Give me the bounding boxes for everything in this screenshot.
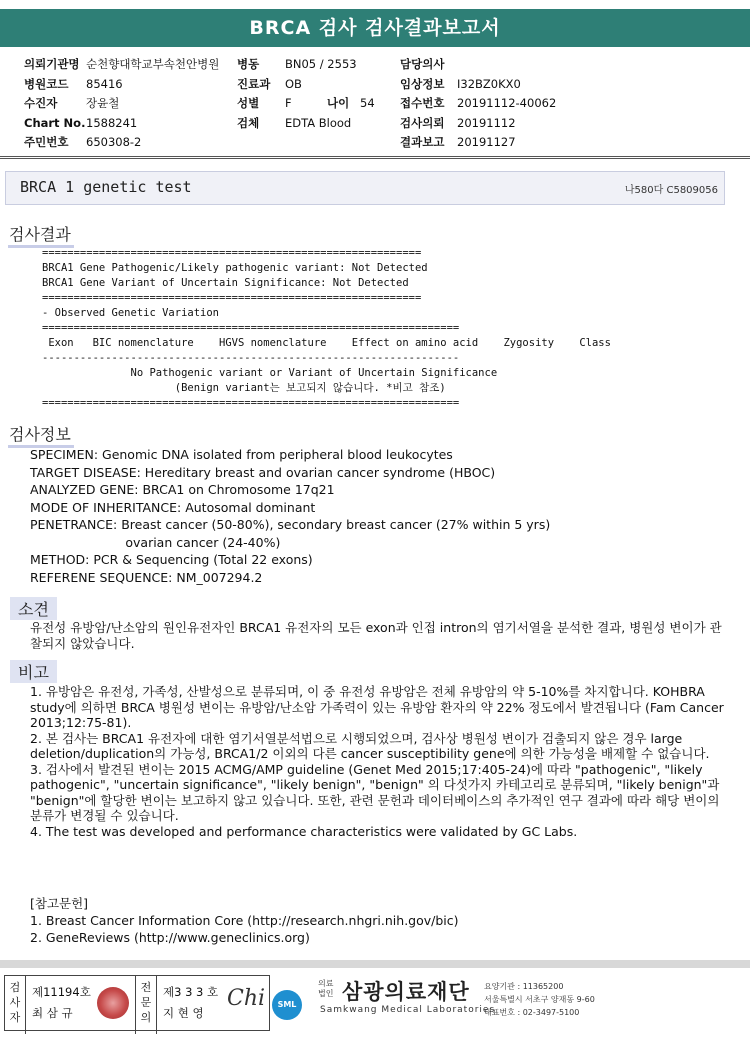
header-right	[400, 55, 556, 153]
label-department: 진료과	[237, 76, 271, 91]
header-left	[24, 55, 219, 153]
org-info	[484, 980, 595, 1019]
test-name-box	[5, 171, 725, 205]
value-hospital: 순천향대학교부속천안병원	[86, 57, 220, 71]
label-accession-no: 접수번호	[400, 96, 445, 110]
org-info-address: 서울특별시 서초구 양재동 9-60	[484, 995, 595, 1004]
test-info-list	[30, 446, 550, 586]
label-clinical-info: 임상정보	[400, 76, 445, 91]
info-target-disease: TARGET DISEASE: Hereditary breast and ovarian cancer syndrome (HBOC)	[30, 464, 496, 480]
header-mid	[237, 55, 375, 133]
inspector-license: 제11194호	[32, 985, 91, 999]
inspector-name: 최 삼 규	[32, 1006, 73, 1020]
label-doctor: 담당의사	[400, 57, 445, 71]
section-findings-heading: 소견	[10, 597, 57, 620]
label-ward: 병동	[237, 57, 260, 71]
references	[30, 895, 459, 946]
signature-box	[4, 975, 270, 1031]
org-info-code: 요양기관 : 11365200	[484, 982, 564, 991]
specialist-name: 지 현 영	[163, 1006, 204, 1020]
report-title: BRCA 검사 검사결과보고서	[0, 9, 750, 47]
org-info-phone: 대표번호 : 02-3497-5100	[484, 1008, 580, 1017]
remarks-list	[30, 684, 732, 839]
header-divider	[0, 156, 750, 157]
label-patient: 수진자	[24, 96, 58, 110]
references-heading: [참고문헌]	[30, 896, 89, 911]
info-penetrance: PENETRANCE: Breast cancer (50-80%), secondary breast cancer (27% within 5 yrs)	[30, 517, 551, 532]
test-name: BRCA 1 genetic test	[20, 178, 192, 196]
value-clinical-info: I32BZ0KX0	[457, 76, 521, 91]
reference-2: 2. GeneReviews (http://www.geneclinics.org)	[30, 930, 310, 945]
findings-text: 유전성 유방암/난소암의 원인유전자인 BRCA1 유전자의 모든 exon과 인접 intron의 염기서열을 분석한 결과, 병원성 변이가 관찰되지 않았습니다.	[30, 620, 722, 651]
value-hospital-code: 85416	[86, 76, 123, 91]
label-specimen: 검체	[237, 115, 260, 130]
sml-logo-icon: SML	[272, 990, 302, 1020]
section-result-heading: 검사결과	[8, 222, 74, 248]
value-patient: 장윤철	[86, 96, 120, 110]
value-accession-no: 20191112-40062	[457, 96, 557, 110]
label-hospital: 의뢰기관명	[24, 57, 80, 71]
specialist-label: 전 문 의	[135, 976, 157, 1034]
remark-1: 1. 유방암은 유전성, 가족성, 산발성으로 분류되며, 이 중 유전성 유방암은 전체 유방암의 약 5-10%를 차지합니다. KOHBRA study에 의하면 BRCA 병원성 변이는 유방암/난소암 가족력이 있는 유방암 환자의 약 22% 정도에서 발견됩니다 (Fam Cancer 2013;12:75-81).	[30, 684, 724, 730]
value-age: 54	[360, 96, 375, 110]
value-resident-no: 650308-2	[86, 135, 142, 149]
value-sex: F	[285, 96, 292, 110]
label-chart-no: Chart No.	[24, 115, 86, 130]
info-penetrance-cont: ovarian cancer (24-40%)	[30, 534, 281, 550]
remark-2: 2. 본 검사는 BRCA1 유전자에 대한 염기서열분석법으로 시행되었으며, 검사상 병원성 변이가 검출되지 않은 경우 large deletion/duplication의 가능성, BRCA1/2 이외의 다른 cancer susceptibility gene에 의한 가능성을 배제할 수 없습니다.	[30, 730, 710, 761]
footer-divider	[0, 960, 750, 968]
section-remarks-heading: 비고	[10, 660, 57, 683]
value-request-date: 20191112	[457, 115, 516, 130]
remark-3: 3. 검사에서 발견된 변이는 2015 ACMG/AMP guideline (Genet Med 2015;17:405-24)에 따라 "pathogenic", "likely pathogenic", "uncertain significance", "likely benign", "benign" 의 다섯가지 카테고리로 분류되며, "likely benign"과 "benign"에 할당한 변이는 보고하지 않고 있습니다. 또한, 관련 문헌과 데이터베이스의 추가적인 연구 결과에 따라 해당 변이의 분류가 변경될 수 있습니다.	[30, 761, 720, 823]
label-age: 나이	[327, 96, 350, 110]
label-request-date: 검사의뢰	[400, 115, 445, 130]
info-analyzed-gene: ANALYZED GENE: BRCA1 on Chromosome 17q21	[30, 482, 335, 497]
official-seal	[97, 987, 129, 1019]
value-department: OB	[285, 76, 302, 91]
info-method: METHOD: PCR & Sequencing (Total 22 exons)	[30, 552, 313, 567]
label-resident-no: 주민번호	[24, 135, 69, 149]
remark-4: 4. The test was developed and performance characteristics were validated by GC Labs.	[30, 823, 578, 839]
result-table: ============================================================ BRCA1 Gene Pathogenic/Likely pathogenic variant: Not Detected BRCA1 Gene Variant of Uncertain Significance: Not Detected ============================================================ - Observed Genetic Variation ================================================================== Exon BIC nomenclature HGVS nomenclature Effect on amino acid Zygosity Class ------------------------------------------------------------------ No Pathogenic variant or Variant of Uncertain Significance (Benign variant는 보고되지 않습니다. *비고 참조) ==================================================================	[42, 247, 611, 409]
value-ward: BN05 / 2553	[285, 57, 357, 71]
inspector-label: 검 사 자	[5, 976, 26, 1034]
specialist-license: 제3 3 3 호	[163, 985, 219, 999]
org-name: 삼광의료재단	[342, 980, 470, 1004]
label-hospital-code: 병원코드	[24, 76, 69, 91]
label-sex: 성별	[237, 96, 260, 110]
reference-1: 1. Breast Cancer Information Core (http://research.nhgri.nih.gov/bic)	[30, 913, 459, 928]
value-report-date: 20191127	[457, 135, 516, 149]
value-chart-no: 1588241	[86, 115, 138, 130]
header-divider-2	[0, 158, 750, 159]
info-reference-sequence: REFERENE SEQUENCE: NM_007294.2	[30, 569, 263, 585]
value-specimen: EDTA Blood	[285, 115, 352, 130]
info-inheritance: MODE OF INHERITANCE: Autosomal dominant	[30, 499, 316, 515]
section-info-heading: 검사정보	[8, 422, 74, 448]
test-code: 나580다 C5809056	[624, 185, 718, 196]
specialist-signature: Chi	[227, 986, 266, 1011]
info-specimen: SPECIMEN: Genomic DNA isolated from peripheral blood leukocytes	[30, 447, 453, 462]
label-report-date: 결과보고	[400, 135, 445, 149]
org-name-en: Samkwang Medical Laboratories	[320, 1005, 496, 1015]
org-type: 의료 법인	[318, 979, 334, 998]
